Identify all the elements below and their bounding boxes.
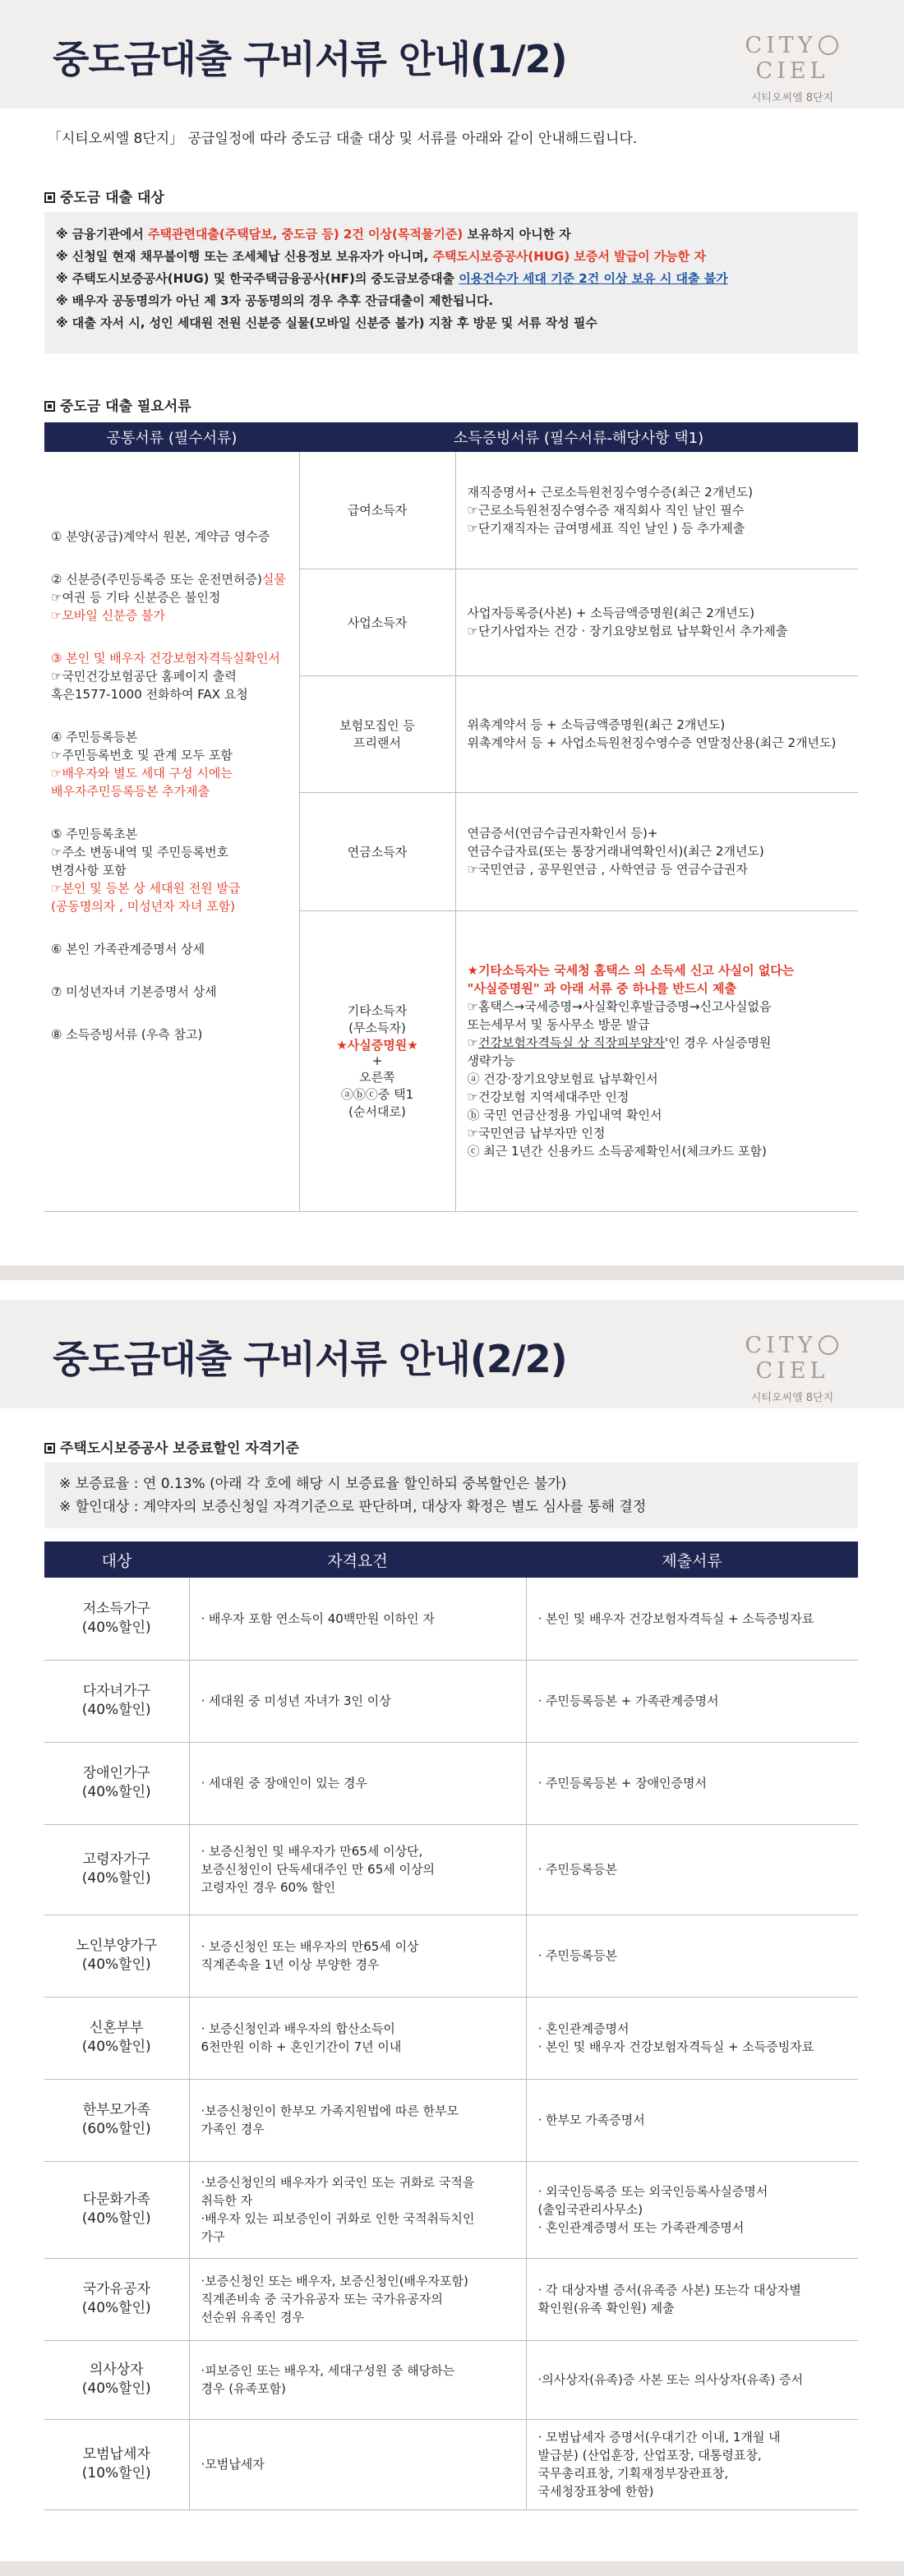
common-item-1: ① 분양(공급)계약서 원본, 계약금 영수증 [51, 529, 270, 544]
brand-logo [710, 1333, 874, 1404]
page2-header [0, 1300, 904, 1408]
notice-line-3: ※ 주택도시보증공사(HUG) 및 한국주택금융공사(HF)의 중도금보증대출 이용건수가 세대 기준 2건 이상 보유 시 대출 불가 [56, 271, 728, 286]
table-row: 장애인가구 (40%할인) · 세대원 중 장애인이 있는 경우 · 주민등록등본 + 장애인증명서 [44, 1742, 858, 1824]
income-type-other: 기타소득자 (무소득자) ★사실증명원★ + 오른쪽 ⓐⓑⓒ중 택1 (순서대로) [299, 910, 455, 1211]
common-item-4: ④ 주민등록등본 [51, 730, 138, 744]
page-footer-band [0, 2561, 904, 2576]
income-type-pension: 연금소득자 [299, 792, 455, 910]
table-row: 의사상자 (40%할인) ·피보증인 또는 배우자, 세대구성원 중 해당하는 경우 (유족포함) ·의사상자(유족)증 사본 또는 의사상자(유족) 증서 [44, 2340, 858, 2419]
page2-title: 중도금대출 구비서류 안내(2/2) [53, 1337, 567, 1381]
discount-table [44, 1541, 858, 2510]
col-header-documents: 제출서류 [526, 1541, 858, 1578]
page1-title: 중도금대출 구비서류 안내(1/2) [53, 37, 567, 81]
income-docs-pension: 연금증서(연금수급권자확인서 등)+ 연금수급자료(또는 통장거래내역확인서)(최근 2개년도) ☞국민연금 , 공무원연금 , 사학연금 등 연금수급권자 [455, 792, 858, 910]
eligibility-notice-box [44, 212, 858, 353]
income-type-salary: 급여소득자 [299, 452, 455, 569]
page1-header [0, 0, 904, 108]
income-docs-other: ★기타소득자는 국세청 홈택스 의 소득세 신고 사실이 없다는 "사실증명원" 과 아래 서류 중 하나를 반드시 제출 ☞홈택스→국세증명→사실확인후발급증명→신고사실없음 또는세무서 및 동사무소 방문 발급 ☞건강보험자격득실 상 직장피부양자'인 경우 사실증명원 생략가능 ⓐ 건강·장기요양보험료 납부확인서 ☞건강보험 지역세대주만 인정 ⓑ 국민 연금산정용 가입내역 확인서 ☞국민연금 납부자만 인정 ⓒ 최근 1년간 신용카드 소득공제확인서(체크카드 포함) [455, 910, 858, 1211]
common-documents-list [44, 452, 299, 1211]
notice-rate: ※ 보증료율 : 연 0.13% (아래 각 호에 해당 시 보증료율 할인하되 중복할인은 불가) [59, 1476, 567, 1492]
notice-target: ※ 할인대상 : 계약자의 보증신청일 자격기준으로 판단하며, 대상자 확정은 별도 심사를 통해 결정 [59, 1499, 647, 1515]
section-title-target: 중도금 대출 대상 [44, 186, 164, 206]
common-item-5: ⑤ 주민등록초본 [51, 827, 138, 841]
common-item-2-note: ☞여권 등 기타 신분증은 불인정 [51, 590, 221, 605]
income-docs-business: 사업자등록증(사본) + 소득금액증명원(최근 2개년도) ☞단기사업자는 건강 · 장기요양보험료 납부확인서 추가제출 [455, 569, 858, 675]
common-item-8: ⑧ 소득증빙서류 (우측 참고) [51, 1027, 203, 1042]
table-row: 모범납세자 (10%할인) ·모범납세자 · 모범납세자 증명서(우대기간 이내, 1개월 내 발급분) (산업훈장, 산업포장, 대통령표창, 국무총리표창, 기획재정부장관표창, 국세청장표창에 한함) [44, 2419, 858, 2509]
common-item-7: ⑦ 미성년자녀 기본증명서 상세 [51, 984, 217, 999]
table-row: 저소득가구 (40%할인) · 배우자 포함 연소득이 40백만원 이하인 자 · 본인 및 배우자 건강보험자격득실 + 소득증빙자료 [44, 1578, 858, 1660]
table-row: 다자녀가구 (40%할인) · 세대원 중 미성년 자녀가 3인 이상 · 주민등록등본 + 가족관계증명서 [44, 1660, 858, 1742]
col-header-qualification: 자격요건 [189, 1541, 526, 1578]
common-item-5-note: ☞주소 변동내역 및 주민등록번호 변경사항 포함 [51, 845, 229, 878]
income-docs-freelancer: 위촉계약서 등 + 소득금액증명원(최근 2개년도) 위촉계약서 등 + 사업소득원천징수영수증 연말정산용(최근 2개년도) [455, 675, 858, 792]
col-header-common: 공통서류 (필수서류) [44, 422, 299, 452]
brand-wordmark: CITYCIEL [710, 33, 874, 84]
income-type-freelancer: 보험모집인 등 프리랜서 [299, 675, 455, 792]
required-documents-table [44, 422, 858, 1212]
common-item-2: ② 신분증(주민등록증 또는 운전면허증)실물 [51, 572, 286, 587]
common-item-4-note: ☞주민등록번호 및 관계 모두 포함 [51, 748, 233, 763]
checkbox-square-icon [44, 1443, 55, 1454]
section-title-discount: 주택도시보증공사 보증료할인 자격기준 [44, 1436, 299, 1457]
col-header-income: 소득증빙서류 (필수서류-해당사항 택1) [299, 422, 858, 452]
income-type-business: 사업소득자 [299, 569, 455, 675]
page-separator [0, 1265, 904, 1280]
checkbox-square-icon [44, 192, 55, 203]
table-row: 노인부양가구 (40%할인) · 보증신청인 또는 배우자의 만65세 이상 직계존속을 1년 이상 부양한 경우 · 주민등록등본 [44, 1915, 858, 1997]
discount-notice-box [44, 1463, 858, 1528]
notice-line-1: ※ 금융기관에서 주택관련대출(주택담보, 중도금 등) 2건 이상(목적물기준) 보유하지 아니한 자 [56, 227, 571, 242]
common-item-3: ③ 본인 및 배우자 건강보험자격득실확인서 [51, 651, 280, 666]
common-item-3-note: ☞국민건강보험공단 홈페이지 출력 혹은1577-1000 전화하여 FAX 요청 [51, 669, 248, 702]
table-row: 국가유공자 (40%할인) ·보증신청인 또는 배우자, 보증신청인(배우자포함) 직계존비속 중 국가유공자 또는 국가유공자의 선순위 유족인 경우 · 각 대상자별 증서(유족증 사본) 또는각 대상자별 확인원(유족 확인원) 제출 [44, 2258, 858, 2340]
table-row: 신혼부부 (40%할인) · 보증신청인과 배우자의 합산소득이 6천만원 이하 + 혼인기간이 7년 이내 · 혼인관계증명서 · 본인 및 배우자 건강보험자격득실 + 소득증빙자료 [44, 1997, 858, 2079]
section-title-documents: 중도금 대출 필요서류 [44, 394, 191, 415]
notice-line-5: ※ 대출 자서 시, 성인 세대원 전원 신분증 실물(모바일 신분증 불가) 지참 후 방문 및 서류 작성 필수 [56, 316, 597, 330]
notice-line-4: ※ 배우자 공동명의가 아닌 제 3자 공동명의의 경우 추후 잔금대출이 제한됩니다. [56, 293, 494, 308]
table-row: 한부모가족 (60%할인) ·보증신청인이 한부모 가족지원법에 따른 한부모 가족인 경우 · 한부모 가족증명서 [44, 2079, 858, 2161]
brand-wordmark: CITYCIEL [710, 1333, 874, 1384]
checkbox-square-icon [44, 401, 55, 412]
notice-line-2: ※ 신청일 현재 채무불이행 또는 조세체납 신용정보 보유자가 아니며, 주택도시보증공사(HUG) 보증서 발급이 가능한 자 [56, 249, 706, 264]
table-row: 다문화가족 (40%할인) ·보증신청인의 배우자가 외국인 또는 귀화로 국적을 취득한 자 ·배우자 있는 피보증인이 귀화로 인한 국적취득치인 가구 · 외국인등록증 또는 외국인등록사실증명서 (출입국관리사무소) · 혼인관계증명서 또는 가족관계증명서 [44, 2161, 858, 2258]
table-row: 고령자가구 (40%할인) · 보증신청인 및 배우자가 만65세 이상단, 보증신청인이 단독세대주인 만 65세 이상의 고령자인 경우 60% 할인 · 주민등록등본 [44, 1824, 858, 1915]
brand-subtitle: 시티오씨엘 8단지 [750, 92, 834, 104]
common-item-5-warning: ☞본인 및 등본 상 세대원 전원 발급 (공동명의자 , 미성년자 자녀 포함) [51, 881, 241, 914]
brand-subtitle: 시티오씨엘 8단지 [750, 1392, 834, 1404]
common-item-4-warning: ☞배우자와 별도 세대 구성 시에는 배우자주민등록등본 추가제출 [51, 766, 233, 799]
brand-logo [710, 33, 874, 104]
col-header-target: 대상 [44, 1541, 189, 1578]
common-item-6: ⑥ 본인 가족관계증명서 상세 [51, 942, 205, 956]
common-item-2-warning: ☞모바일 신분증 불가 [51, 608, 165, 623]
intro-text: 「시티오씨엘 8단지」 공급일정에 따라 중도금 대출 대상 및 서류를 아래와 같이 안내해드립니다. [48, 131, 638, 147]
income-docs-salary: 재직증명서+ 근로소득원천징수영수증(최근 2개년도) ☞근로소득원천징수영수증 재직회사 직인 날인 필수 ☞단기재직자는 급여명세표 직인 날인 ) 등 추가제출 [455, 452, 858, 569]
